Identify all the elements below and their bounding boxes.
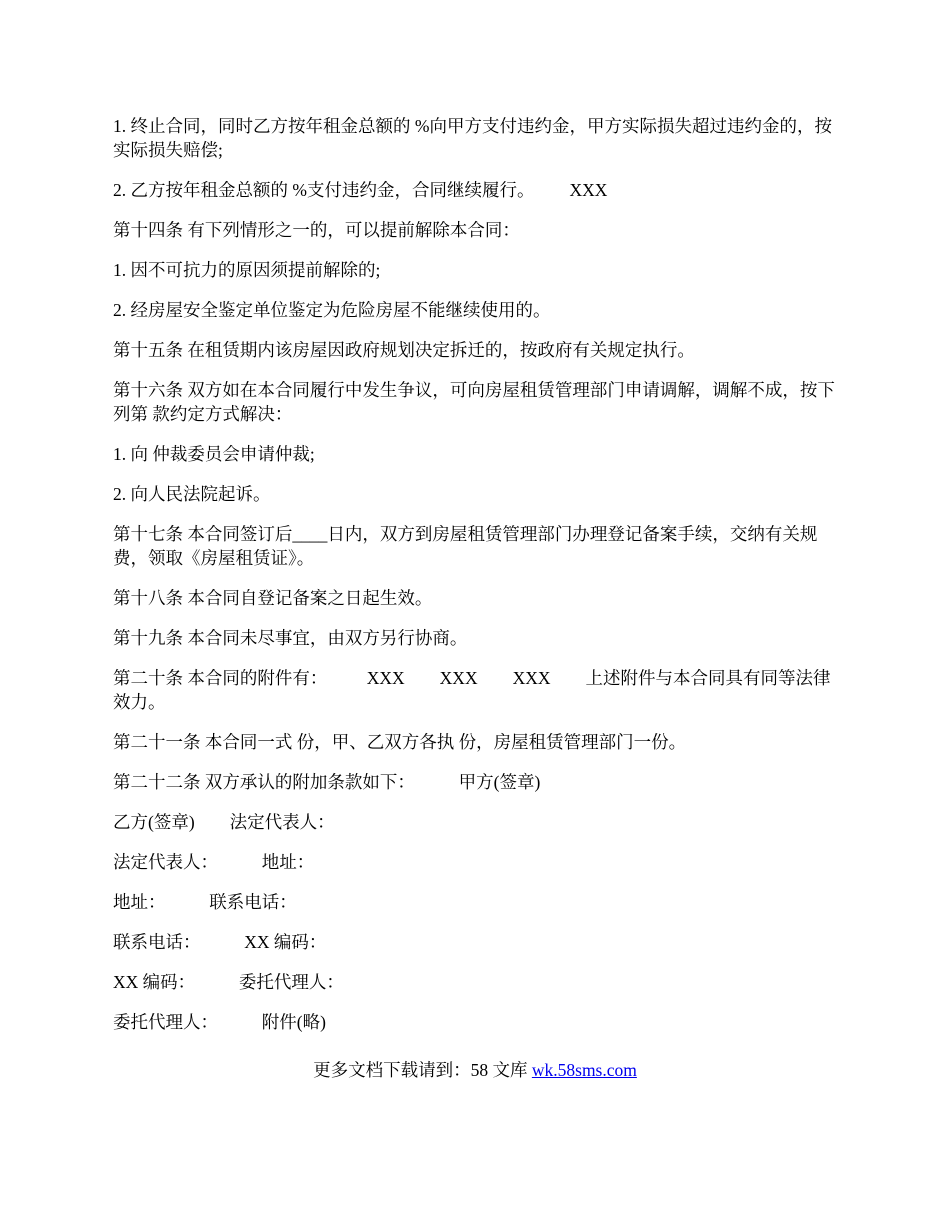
article-16: 第十六条 双方如在本合同履行中发生争议，可向房屋租赁管理部门申请调解，调解不成，按下列第 款约定方式解决： [113,380,835,424]
article-17: 第十七条 本合同签订后____日内，双方到房屋租赁管理部门办理登记备案手续，交纳有关规费，领取《房屋租赁证》。 [113,524,818,568]
signature-line-6: 委托代理人： 附件(略) [113,1012,326,1032]
article-16-item-2: 2. 向人民法院起诉。 [113,484,271,504]
contract-body [113,114,839,1050]
article-14-item-1: 1. 因不可抗力的原因须提前解除的; [113,260,381,280]
article-19: 第十九条 本合同未尽事宜，由双方另行协商。 [113,628,468,648]
clause-breach-terminate: 1. 终止合同，同时乙方按年租金总额的 %向甲方支付违约金，甲方实际损失超过违约金的，按实际损失赔偿; [113,116,832,160]
article-21: 第二十一条 本合同一式 份，甲、乙双方各执 份，房屋租赁管理部门一份。 [113,732,687,752]
signature-line-5: XX 编码： 委托代理人： [113,972,344,992]
article-14-item-2: 2. 经房屋安全鉴定单位鉴定为危险房屋不能继续使用的。 [113,300,551,320]
signature-line-2: 法定代表人： 地址： [113,852,315,872]
signature-line-3: 地址： 联系电话： [113,892,297,912]
signature-line-1: 乙方(签章) 法定代表人： [113,812,335,832]
article-22: 第二十二条 双方承认的附加条款如下： 甲方(签章) [113,772,541,792]
article-14-heading: 第十四条 有下列情形之一的，可以提前解除本合同： [113,220,520,240]
footer-text: 更多文档下载请到：58 文库 [313,1060,532,1080]
article-15: 第十五条 在租赁期内该房屋因政府规划决定拆迁的，按政府有关规定执行。 [113,340,695,360]
footer-link[interactable]: wk.58sms.com [531,1060,637,1080]
signature-line-4: 联系电话： XX 编码： [113,932,327,952]
article-20: 第二十条 本合同的附件有： XXX XXX XXX 上述附件与本合同具有同等法律效力。 [113,668,831,712]
download-footer [0,1058,950,1082]
article-16-item-1: 1. 向 仲裁委员会申请仲裁; [113,444,315,464]
article-18: 第十八条 本合同自登记备案之日起生效。 [113,588,433,608]
clause-breach-continue: 2. 乙方按年租金总额的 %支付违约金，合同继续履行。 XXX [113,180,608,200]
